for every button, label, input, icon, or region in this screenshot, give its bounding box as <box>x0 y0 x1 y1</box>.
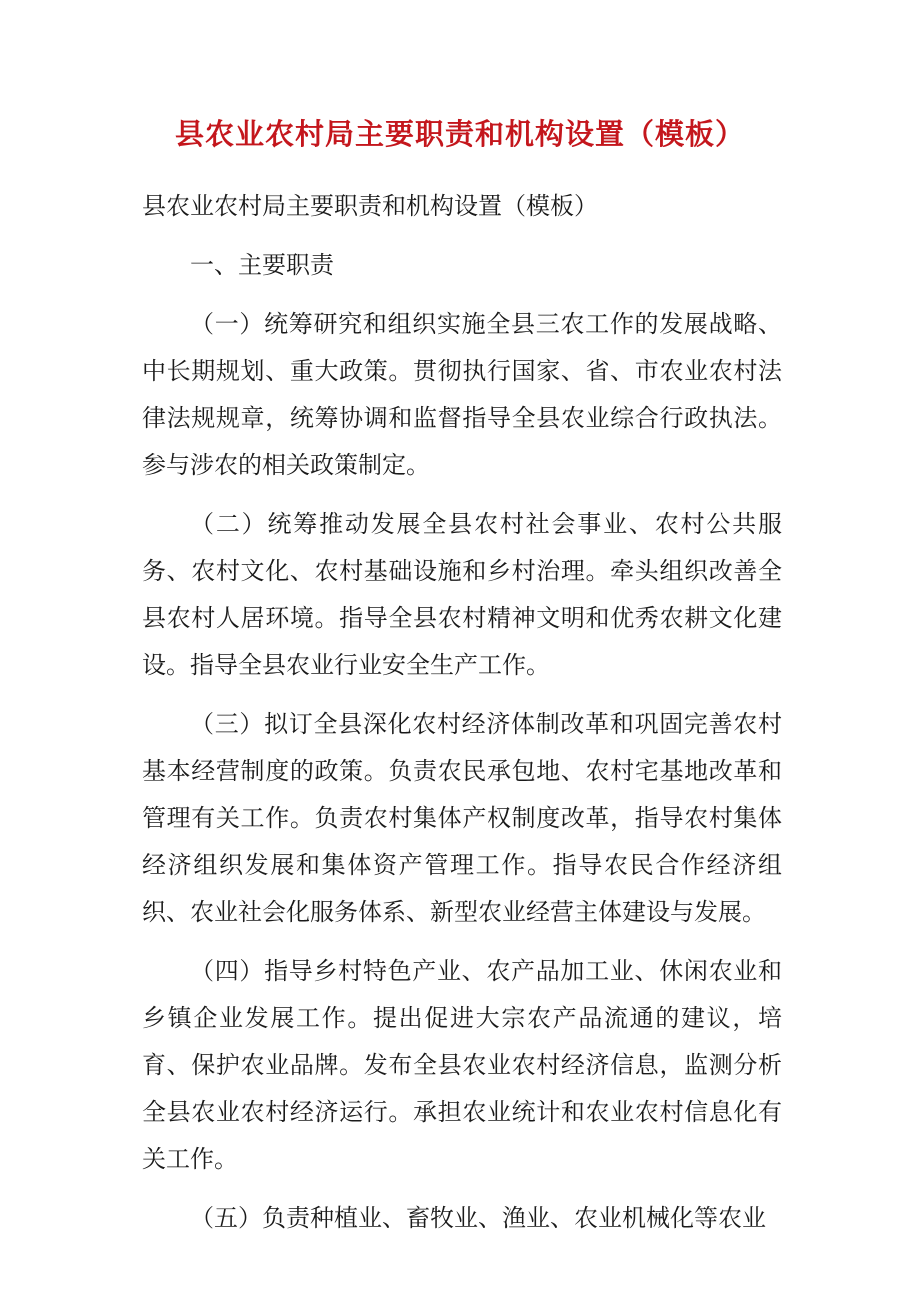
duty-paragraph-2: （二）统筹推动发展全县农村社会事业、农村公共服务、农村文化、农村基础设施和乡村治理。牵头组织改善全县农村人居环境。指导全县农村精神文明和优秀农耕文化建设。指导全县农业行业安全生产工作。 <box>142 510 782 679</box>
duty-paragraph-1: （一）统筹研究和组织实施全县三农工作的发展战略、中长期规划、重大政策。贯彻执行国家、省、市农业农村法律法规规章，统筹协调和监督指导全县农业综合行政执法。参与涉农的相关政策制定。 <box>142 310 782 479</box>
duty-paragraph-4: （四）指导乡村特色产业、农产品加工业、休闲农业和乡镇企业发展工作。提出促进大宗农产品流通的建议，培育、保护农业品牌。发布全县农业农村经济信息，监测分析全县农业农村经济运行。承担农业统计和农业农村信息化有关工作。 <box>142 957 782 1173</box>
document-body <box>142 183 782 1254</box>
duty-paragraph-3: （三）拟订全县深化农村经济体制改革和巩固完善农村基本经营制度的政策。负责农民承包地、农村宅基地改革和管理有关工作。负责农村集体产权制度改革，指导农村集体经济组织发展和集体资产管理工作。指导农民合作经济组织、农业社会化服务体系、新型农业经营主体建设与发展。 <box>142 710 782 926</box>
subtitle-paragraph: 县农业农村局主要职责和机构设置（模板） <box>142 192 598 220</box>
duty-paragraph-5: （五）负责种植业、畜牧业、渔业、农业机械化等农业 <box>190 1204 766 1232</box>
section-heading: 一、主要职责 <box>190 251 334 279</box>
document-title: 县农业农村局主要职责和机构设置（模板） <box>174 117 745 151</box>
